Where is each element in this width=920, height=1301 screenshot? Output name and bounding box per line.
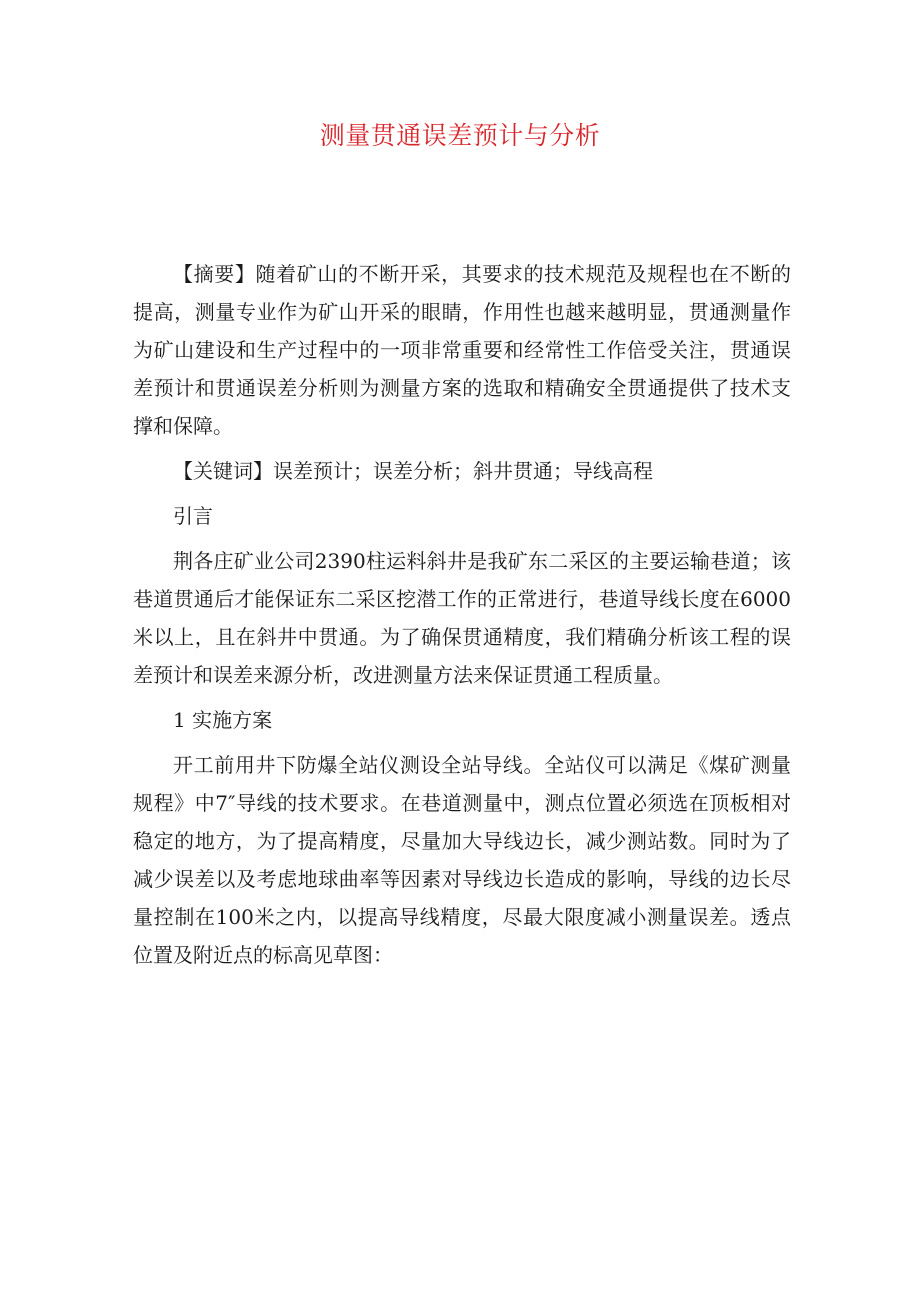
document-body [133,255,791,981]
section-1-paragraph: 开工前用井下防爆全站仪测设全站导线。全站仪可以满足《煤矿测量规程》中7″导线的技术要求。在巷道测量中，测点位置必须选在顶板相对稳定的地方，为了提高精度，尽量加大导线边长，减少测站数。同时为了减少误差以及考虑地球曲率等因素对导线边长造成的影响，导线的边长尽量控制在100米之内，以提高导线精度，尽最大限度减小测量误差。透点位置及附近点的标高见草图： [133,753,791,967]
intro-paragraph: 荆各庄矿业公司2390柱运料斜井是我矿东二采区的主要运输巷道；该巷道贯通后才能保证东二采区挖潜工作的正常进行，巷道导线长度在6000米以上，且在斜井中贯通。为了确保贯通精度，我们精确分析该工程的误差预计和误差来源分析，改进测量方法来保证贯通工程质量。 [133,549,791,687]
document-title: 测量贯通误差预计与分析 [319,121,601,150]
abstract-paragraph: 【摘要】随着矿山的不断开采，其要求的技术规范及规程也在不断的提高，测量专业作为矿山开采的眼睛，作用性也越来越明显，贯通测量作为矿山建设和生产过程中的一项非常重要和经常性工作倍受关注，贯通误差预计和贯通误差分析则为测量方案的选取和精确安全贯通提供了技术支撑和保障。 [133,262,791,438]
intro-heading: 引言 [173,504,213,528]
section-1-heading: 1 实施方案 [173,708,273,732]
keywords-paragraph: 【关键词】误差预计；误差分析；斜井贯通；导线高程 [173,459,653,483]
